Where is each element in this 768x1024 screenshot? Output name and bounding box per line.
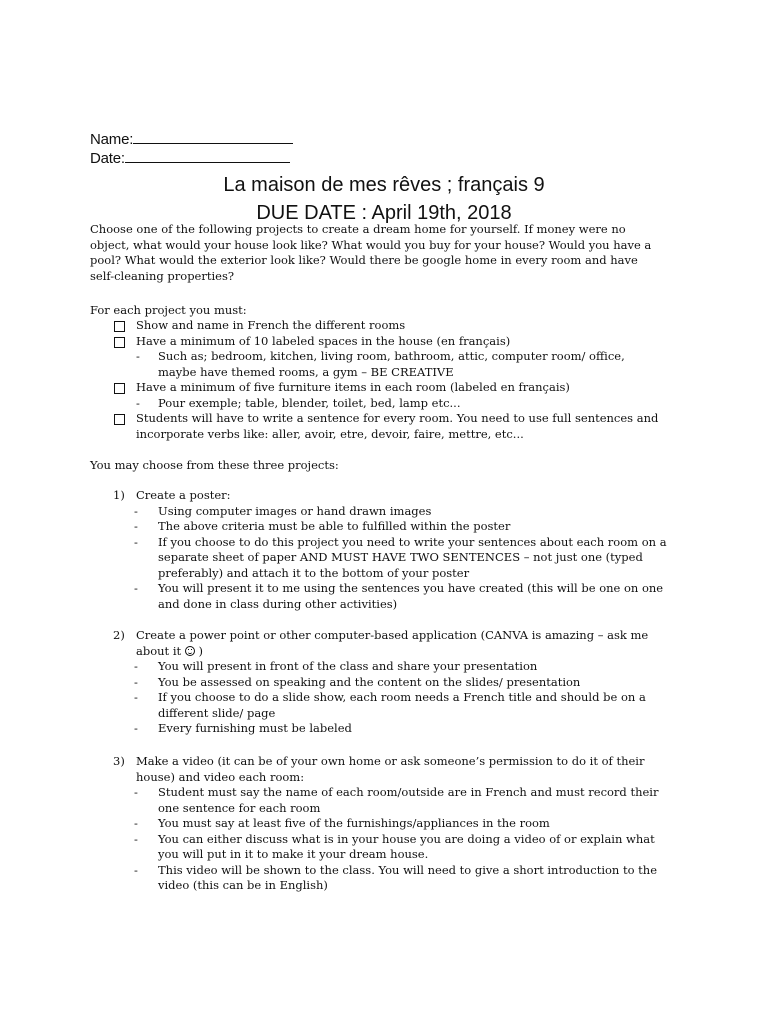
requirement-text: Have a minimum of five furniture items in each room (labeled en français): [136, 380, 570, 394]
project-item-text: You can either discuss what is in your house you are doing a video of or explain what you will put in it to make it your dream house.: [158, 831, 655, 861]
project-item: [113, 832, 673, 863]
page-title: La maison de mes rêves ; français 9: [223, 174, 545, 196]
project-item-text: You must say at least five of the furnishings/appliances in the room: [158, 816, 550, 830]
project-item: [113, 690, 673, 721]
project-item-text: Every furnishing must be labeled: [158, 721, 352, 735]
project-item-text: If you choose to do a slide show, each room needs a French title and should be on a different slide/ page: [158, 690, 646, 720]
requirement-item: [114, 318, 664, 334]
project-item: [113, 504, 673, 520]
dash-bullet: -: [134, 534, 138, 549]
requirement-text: Have a minimum of 10 labeled spaces in the house (en français): [136, 333, 511, 348]
project-item: [113, 863, 673, 894]
project-title: Make a video (it can be of your own home or ask someone’s permission to do it of their house) and video each room:: [136, 754, 645, 784]
checkbox-icon: [114, 321, 125, 332]
intro-paragraph: Choose one of the following projects to create a dream home for yourself. If money were no object, what would your house look like? What would you buy for your house? Would you have a pool? What would the exterior look like? Would there be google home in every room and have self-cleaning properties?: [90, 222, 652, 283]
project-item: [113, 519, 673, 535]
project-item: [113, 675, 673, 691]
project-item-text: This video will be shown to the class. You will need to give a short introduction to the video (this can be in English): [158, 862, 658, 892]
dash-bullet: -: [134, 690, 138, 704]
project-item-text: You will present in front of the class and share your presentation: [158, 659, 538, 673]
project-3: [113, 754, 673, 894]
smiley-icon: [185, 646, 195, 656]
name-label: Name:: [90, 131, 134, 148]
name-line: [90, 131, 293, 148]
checkbox-icon: [114, 383, 125, 394]
project-title: [113, 628, 673, 659]
date-label: Date:: [90, 150, 125, 167]
project-2: [113, 628, 673, 737]
requirement-item: [114, 380, 664, 396]
project-number: 2): [113, 628, 125, 642]
dash-bullet: -: [134, 659, 138, 673]
project-title-text: Create a power point or other computer-based application (CANVA is amazing – ask me about it: [136, 628, 649, 658]
requirement-text: Students will have to write a sentence for every room. You need to use full sentences and incorporate verbs like: aller, avoir, etre, devoir, faire, mettre, etc...: [136, 411, 659, 441]
requirement-subitem: [114, 396, 664, 412]
project-item: [113, 535, 673, 582]
requirements-heading: For each project you must:: [90, 303, 247, 317]
project-item-text: Using computer images or hand drawn images: [158, 503, 432, 518]
checkbox-icon: [114, 414, 125, 425]
due-date: DUE DATE : April 19th, 2018: [256, 202, 512, 224]
subitem-text: Pour exemple; table, blender, toilet, bed, lamp etc...: [158, 395, 461, 410]
project-number: 3): [113, 754, 125, 768]
project-1: [113, 488, 673, 612]
subitem-text: Such as; bedroom, kitchen, living room, bathroom, attic, computer room/ office, maybe have themed rooms, a gym – BE CREATIVE: [158, 349, 625, 379]
project-item-text: The above criteria must be able to fulfilled within the poster: [158, 519, 511, 533]
project-number: 1): [113, 488, 125, 502]
project-item-text: If you choose to do this project you need to write your sentences about each room on a separate sheet of paper AND MUST HAVE TWO SENTENCES – not just one (typed preferably) and attach it to the bottom of your poster: [158, 534, 667, 580]
dash-bullet: -: [136, 349, 140, 363]
projects-heading: You may choose from these three projects:: [90, 458, 339, 472]
name-blank: [133, 131, 293, 144]
project-item-text: You be assessed on speaking and the content on the slides/ presentation: [158, 674, 581, 689]
dash-bullet: -: [134, 785, 138, 799]
dash-bullet: -: [134, 519, 138, 533]
dash-bullet: -: [134, 503, 138, 518]
dash-bullet: -: [134, 674, 138, 689]
project-title-suffix: ): [198, 643, 203, 658]
dash-bullet: -: [134, 831, 138, 846]
project-item-text: Student must say the name of each room/outside are in French and must record their one sentence for each room: [158, 785, 659, 815]
project-item: [113, 721, 673, 737]
requirement-text: Show and name in French the different rooms: [136, 318, 406, 332]
requirement-item: [114, 411, 664, 442]
date-line: [90, 150, 290, 167]
requirement-item: [114, 334, 664, 350]
project-item: [113, 659, 673, 675]
project-item: [113, 816, 673, 832]
checkbox-icon: [114, 337, 125, 348]
project-item: [113, 581, 673, 612]
requirements-list: [114, 318, 664, 442]
dash-bullet: -: [136, 395, 140, 410]
date-blank: [125, 150, 290, 163]
dash-bullet: -: [134, 816, 138, 830]
requirement-subitem: [114, 349, 664, 380]
project-item: [113, 785, 673, 816]
dash-bullet: -: [134, 721, 138, 735]
dash-bullet: -: [134, 862, 138, 877]
dash-bullet: -: [134, 581, 138, 595]
project-item-text: You will present it to me using the sentences you have created (this will be one on one and done in class during other activities): [158, 581, 664, 611]
project-title: Create a poster:: [136, 488, 231, 502]
